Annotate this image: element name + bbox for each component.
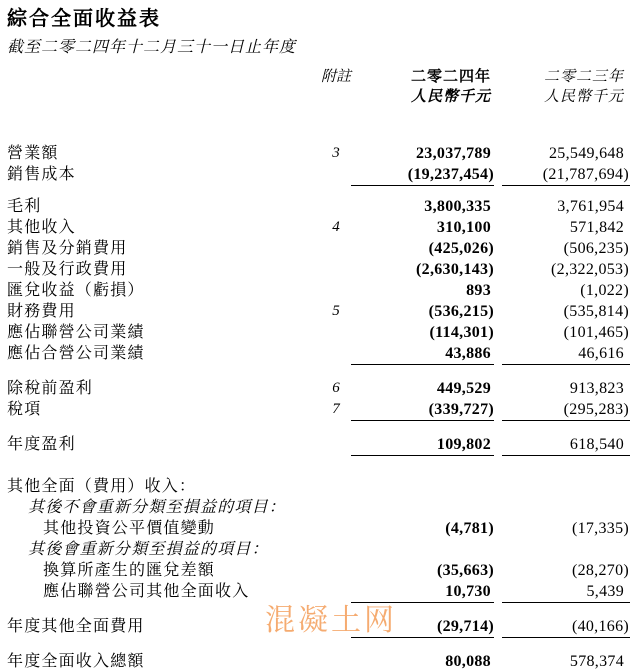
value-2023: (40,166)	[502, 616, 630, 638]
table-row	[7, 259, 630, 280]
value-2023: 618,540	[502, 434, 630, 456]
value-2024: 310,100	[436, 219, 491, 236]
value-2023: 5,439	[502, 581, 630, 603]
watermark: 混凝土网	[265, 604, 397, 637]
value-2023: (506,235)	[563, 240, 629, 257]
value-2023: (535,814)	[563, 303, 629, 320]
table-row	[7, 651, 630, 671]
value-2023: (2,322,053)	[551, 261, 629, 278]
row-label: 其他全面（費用）收入：	[7, 478, 197, 495]
row-label: 換算所產生的匯兌差額	[43, 562, 216, 579]
value-2024: (339,727)	[351, 399, 494, 421]
table-body	[7, 143, 630, 671]
value-2024: (2,630,143)	[416, 261, 494, 278]
value-2023: 3,761,954	[557, 198, 624, 215]
table-header	[7, 67, 630, 107]
table-row	[7, 616, 630, 638]
table-row	[7, 378, 630, 399]
table-row	[7, 322, 630, 343]
row-label: 年度全面收入總額	[7, 653, 145, 670]
statement-table	[7, 67, 630, 671]
row-label: 應佔聯營公司業績	[7, 324, 145, 341]
table-row	[7, 518, 630, 539]
table-row	[7, 164, 630, 186]
value-2024: 109,802	[351, 434, 494, 456]
value-2024: 10,730	[351, 581, 494, 603]
value-2024: (29,714)	[351, 616, 494, 638]
header-note-label: 附註	[321, 69, 352, 85]
value-2023: 46,616	[502, 343, 630, 365]
table-row	[7, 280, 630, 301]
value-2023: 578,374	[502, 651, 630, 671]
value-2024: (35,663)	[436, 562, 494, 579]
value-2023: (28,270)	[571, 562, 629, 579]
value-2023: (295,283)	[502, 399, 630, 421]
row-label: 除稅前盈利	[7, 380, 94, 397]
row-label: 應佔合營公司業績	[7, 345, 145, 362]
value-2023: 571,842	[569, 219, 624, 236]
table-row	[7, 476, 630, 497]
note-cell: 4	[332, 219, 340, 235]
row-label: 稅項	[7, 401, 42, 418]
header-2023-unit: 人民幣千元	[543, 89, 624, 105]
row-label: 銷售及分銷費用	[7, 240, 128, 257]
value-2023: (1,022)	[580, 282, 629, 299]
header-2024-unit: 人民幣千元	[410, 89, 491, 105]
value-2024: (425,026)	[428, 240, 494, 257]
table-row	[7, 560, 630, 581]
page-subtitle: 截至二零二四年十二月三十一日止年度	[7, 39, 297, 56]
row-label: 財務費用	[7, 303, 76, 320]
table-row	[7, 581, 630, 603]
value-2023: 913,823	[569, 380, 624, 397]
value-2024: 893	[466, 282, 491, 299]
table-row	[7, 434, 630, 456]
note-cell: 6	[332, 380, 340, 396]
row-label: 營業額	[7, 145, 59, 162]
row-label: 銷售成本	[7, 166, 76, 183]
value-2024: 23,037,789	[416, 145, 491, 162]
header-column-2024	[351, 67, 494, 107]
value-2024: 3,800,335	[424, 198, 491, 215]
row-label: 其後不會重新分類至損益的項目：	[28, 499, 287, 516]
row-label: 其後會重新分類至損益的項目：	[28, 541, 269, 558]
table-row	[7, 399, 630, 421]
row-label: 應佔聯營公司其他全面收入	[43, 583, 250, 600]
value-2024: 449,529	[436, 380, 491, 397]
table-row	[7, 497, 630, 518]
row-label: 一般及行政費用	[7, 261, 128, 278]
value-2024: 80,088	[351, 651, 494, 671]
table-row	[7, 143, 630, 164]
note-cell: 7	[332, 401, 340, 417]
value-2023: (17,335)	[571, 520, 629, 537]
header-column-2023	[502, 67, 630, 107]
table-row	[7, 301, 630, 322]
table-row	[7, 539, 630, 560]
row-label: 其他收入	[7, 219, 76, 236]
table-row	[7, 238, 630, 259]
value-2023: (21,787,694)	[502, 164, 630, 186]
value-2023: 25,549,648	[549, 145, 624, 162]
value-2024: (19,237,454)	[351, 164, 494, 186]
value-2024: (4,781)	[445, 520, 494, 537]
note-cell: 5	[332, 303, 340, 319]
note-cell: 3	[332, 145, 340, 161]
value-2024: (114,301)	[429, 324, 494, 341]
header-2024-year: 二零二四年	[410, 69, 491, 85]
table-row	[7, 217, 630, 238]
value-2024: (536,215)	[428, 303, 494, 320]
row-label: 年度盈利	[7, 436, 76, 453]
table-row	[7, 196, 630, 217]
row-label: 年度其他全面費用	[7, 618, 145, 635]
table-row	[7, 343, 630, 365]
header-2023-year: 二零二三年	[543, 69, 624, 85]
page-title: 綜合全面收益表	[7, 8, 161, 30]
row-label: 毛利	[7, 198, 42, 215]
row-label: 其他投資公平價值變動	[43, 520, 216, 537]
value-2023: (101,465)	[563, 324, 629, 341]
value-2024: 43,886	[351, 343, 494, 365]
row-label: 匯兌收益（虧損）	[7, 282, 145, 299]
